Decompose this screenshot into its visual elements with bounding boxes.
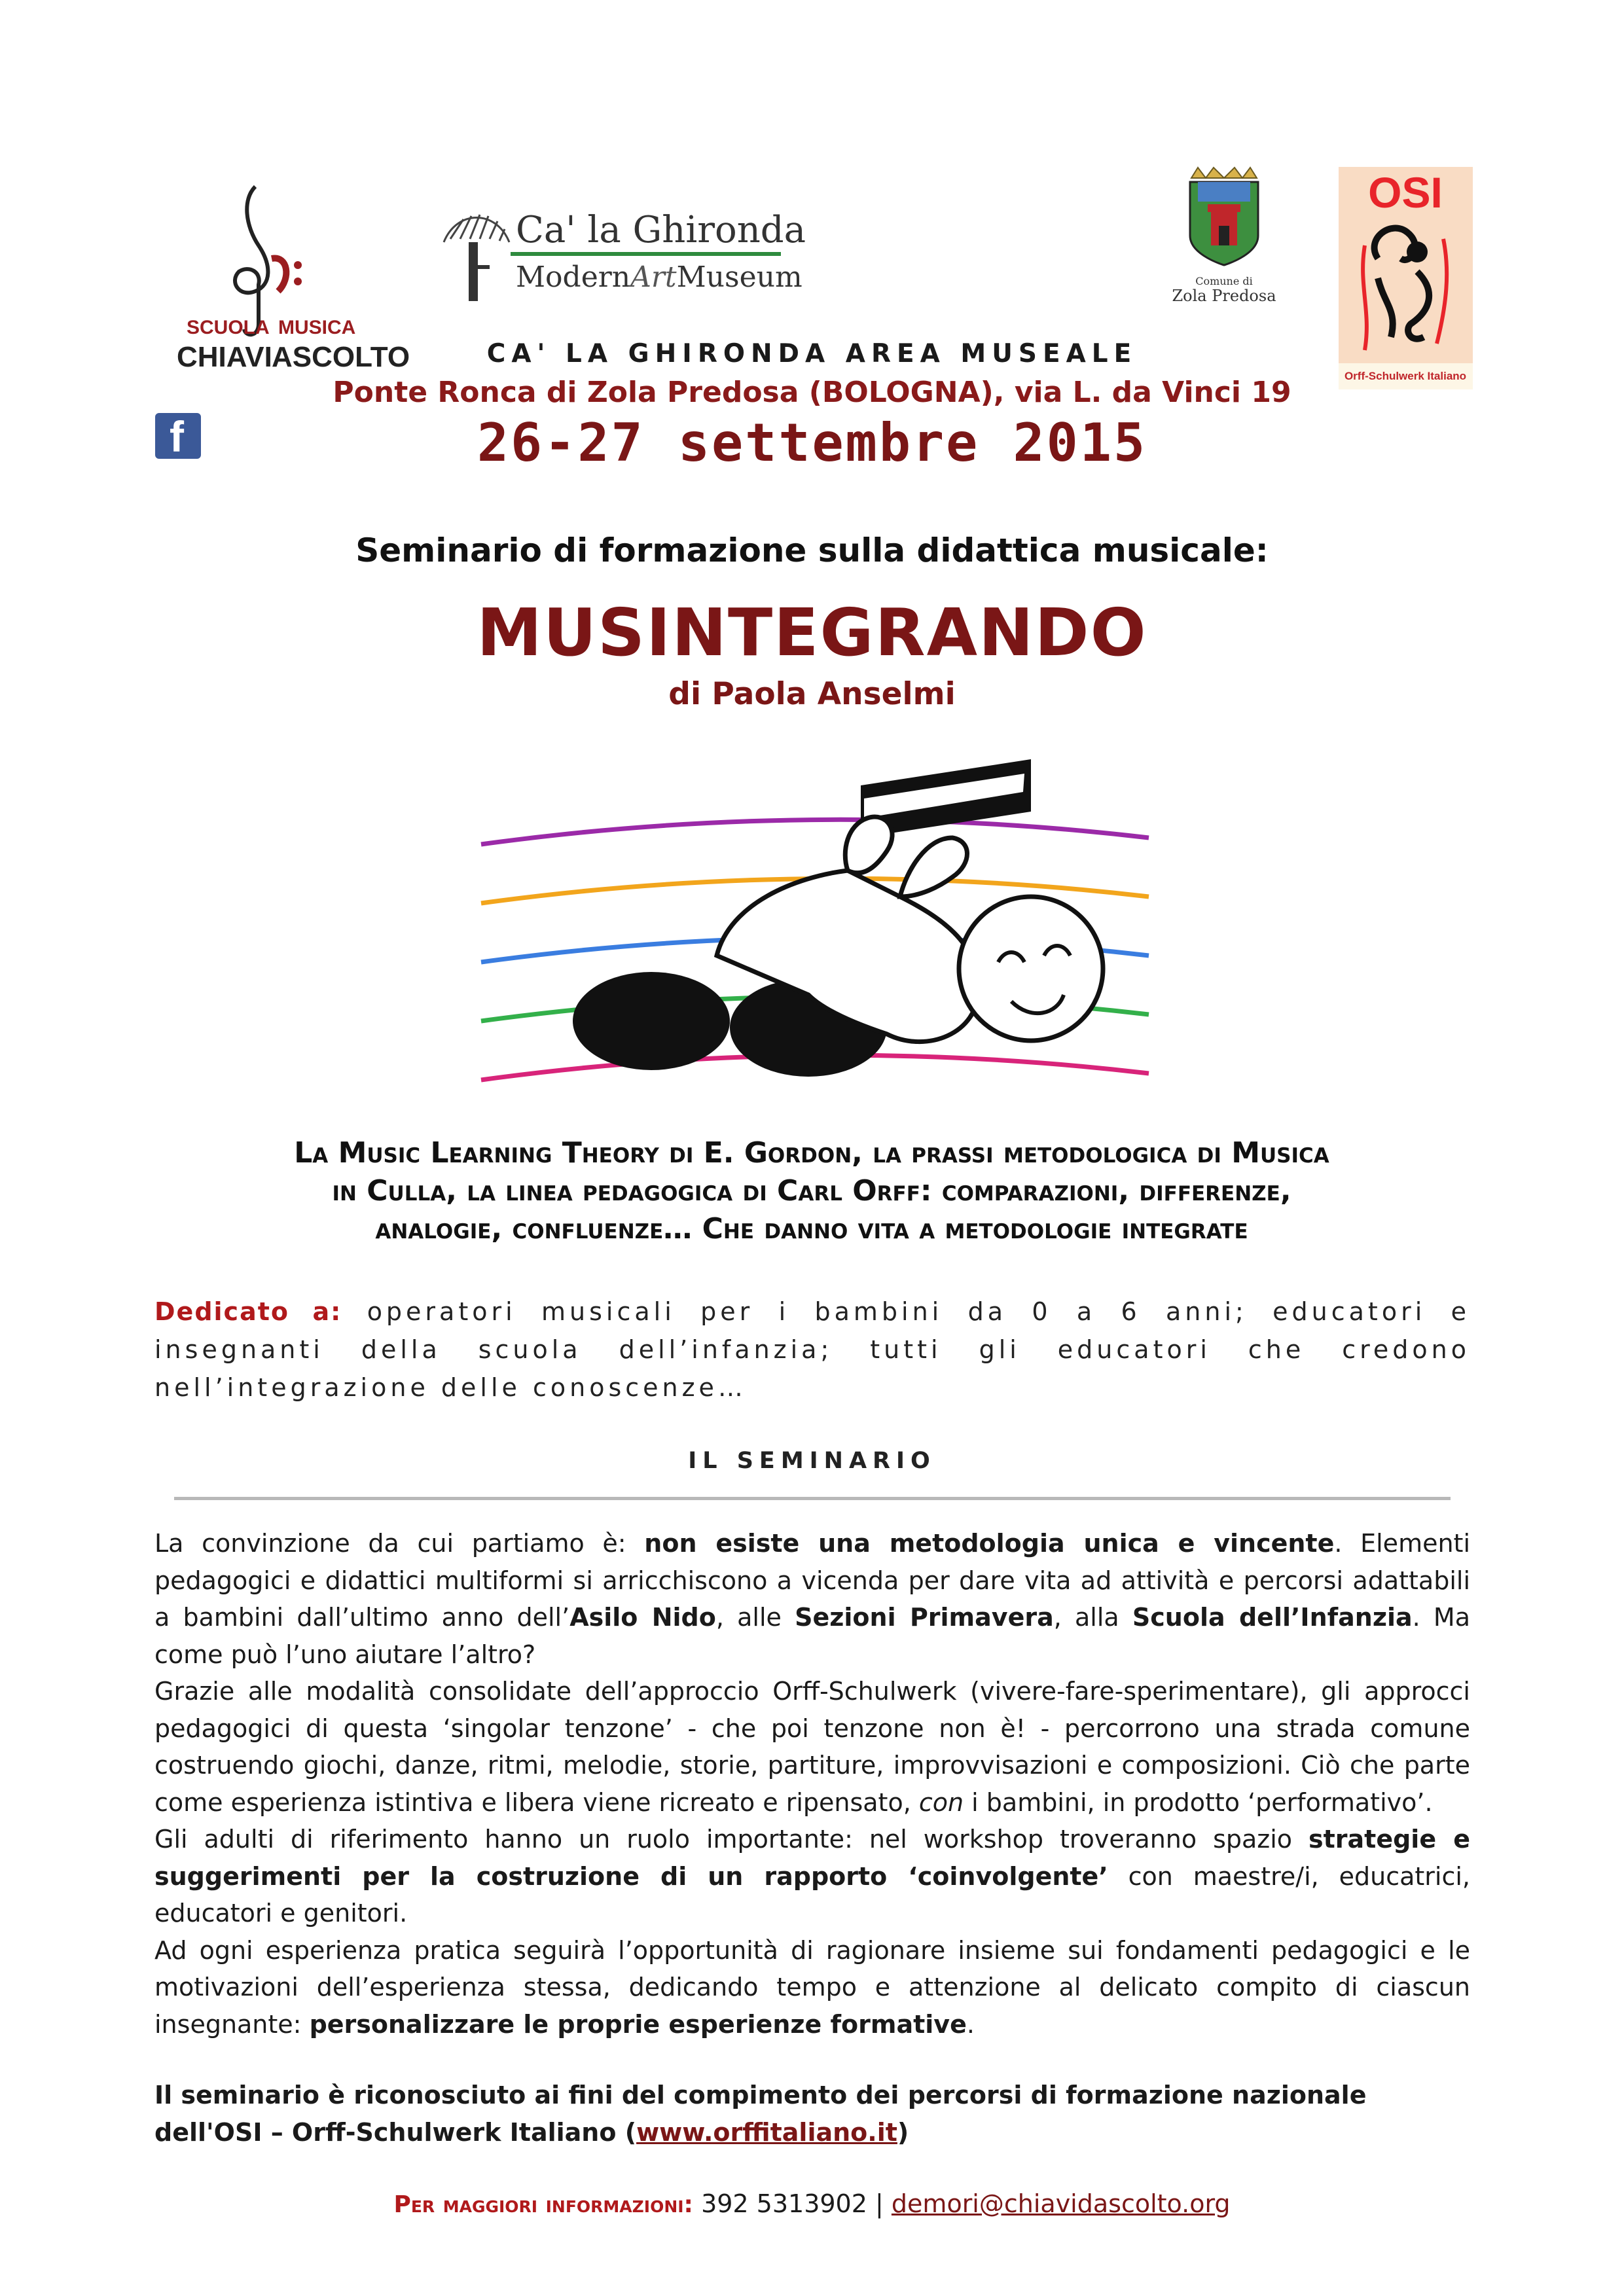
subtitle-line: La Music Learning Theory di E. Gordon, la prassi metodologica di Musica [294, 1136, 1329, 1170]
subtitle-line: analogie, confluenze… Che danno vita a metodologie integrate [375, 1212, 1248, 1246]
paragraph: Ad ogni esperienza pratica seguirà l’opportunità di ragionare insieme sui fondamenti pedagogici e le motivazioni dell’esperienza stessa, dedicando tempo e attenzione al delicato compito di ciascun insegnante: personalizzare le proprie esperienze formative. [154, 1935, 1470, 2039]
ghironda-sub-b: Art [630, 260, 677, 294]
venue-title: CA' LA GHIRONDA AREA MUSEALE [486, 339, 1138, 368]
section-heading: IL SEMINARIO [688, 1448, 936, 1474]
scuola-logo-text-1: SCUOLA [187, 317, 270, 338]
zola-predosa-crest [1172, 164, 1276, 308]
ghironda-logo [437, 203, 806, 308]
ghironda-sub-a: Modern [516, 260, 631, 294]
dedicated-to [154, 1293, 1470, 1407]
footer-label: Per maggiori informazioni: [393, 2191, 693, 2218]
paragraph: Grazie alle modalità consolidate dell’approccio Orff-Schulwerk (vivere-fare-sperimentare), gli approcci pedagogici di questa ‘singolar tenzone’ - che poi tenzone non è! - percorrono una strada comune costruendo giochi, danze, ritmi, melodie, storie, partiture, improvvisazioni e composizioni. Ciò che parte come esperienza istintiva e libera viene ricreato e ripensato, con i bambini, in prodotto ‘performativo’. [154, 1677, 1470, 1817]
contact-footer [0, 2189, 1624, 2218]
scuola-logo-text-4: ASCOLTO [272, 341, 410, 373]
seminar-description [154, 1525, 1470, 2043]
ghironda-sub-c: Museum [676, 260, 803, 294]
recognition-text: Il seminario è riconosciuto ai fini del compimento dei percorsi di formazione nazionale dell'OSI – Orff-Schulwerk Italiano ( [154, 2081, 1367, 2147]
ghironda-name: Ca' la Ghironda [516, 209, 806, 251]
dedicated-label: Dedicato a: [154, 1297, 342, 1326]
footer-separator: | [875, 2189, 884, 2218]
subtitle-line: in Culla, la linea pedagogica di Carl Orff: comparazioni, differenze, [332, 1174, 1291, 1208]
orff-website-link[interactable]: www.orffitaliano.it [636, 2117, 897, 2147]
zola-crest-text-1: Comune di [1195, 275, 1253, 287]
seminar-title: MUSINTEGRANDO [477, 594, 1147, 671]
svg-text:ModernArtMuseum [516, 260, 803, 294]
seminar-intro: Seminario di formazione sulla didattica musicale: [355, 531, 1269, 569]
dedicated-text: operatori musicali per i bambini da 0 a 6 anni; educatori e insegnanti della scuola dell’infanzia; tutti gli educatori che credono nell’integrazione delle conoscenze… [154, 1297, 1470, 1402]
scuola-logo-text-2: MUSICA [278, 317, 356, 338]
seminar-author: di Paola Anselmi [668, 676, 956, 712]
footer-email-link[interactable]: demori@chiavidascolto.org [891, 2189, 1231, 2218]
venue-address: Ponte Ronca di Zola Predosa (BOLOGNA), via L. da Vinci 19 [333, 376, 1291, 409]
footer-phone: 392 5313902 [701, 2189, 867, 2218]
osi-logo-caption: Orff-Schulwerk Italiano [1344, 370, 1467, 382]
zola-crest-text-2: Zola Predosa [1172, 287, 1276, 305]
section-divider [174, 1497, 1451, 1500]
musical-note-baby-illustration [481, 746, 1149, 1086]
facebook-icon[interactable]: f [155, 413, 201, 459]
osi-logo-text: OSI [1368, 168, 1443, 217]
recognition-note: Il seminario è riconosciuto ai fini del compimento dei percorsi di formazione nazionale dell'OSI – Orff-Schulwerk Italiano (www.orffitaliano.it) [154, 2081, 1367, 2147]
paragraph: La convinzione da cui partiamo è: non esiste una metodologia unica e vincente. Elementi pedagogici e didattici multiformi si arricchiscono a vicenda per dare vita ad attività e percorsi adattabili a bambini dall’ultimo anno dell’Asilo Nido, alle Sezioni Primavera, alla Scuola dell’Infanzia. Ma come può l’uno aiutare l’altro? [154, 1529, 1471, 1669]
seminar-subtitle [164, 1134, 1460, 1248]
event-dates: 26-27 settembre 2015 [477, 412, 1147, 473]
scuola-logo-text-3: CHIAVI [177, 341, 272, 373]
paragraph: Gli adulti di riferimento hanno un ruolo importante: nel workshop troveranno spazio strategie e suggerimenti per la costruzione di un rapporto ‘coinvolgente’ con maestre/i, educatrici, educatori e genitori. [154, 1825, 1470, 1928]
